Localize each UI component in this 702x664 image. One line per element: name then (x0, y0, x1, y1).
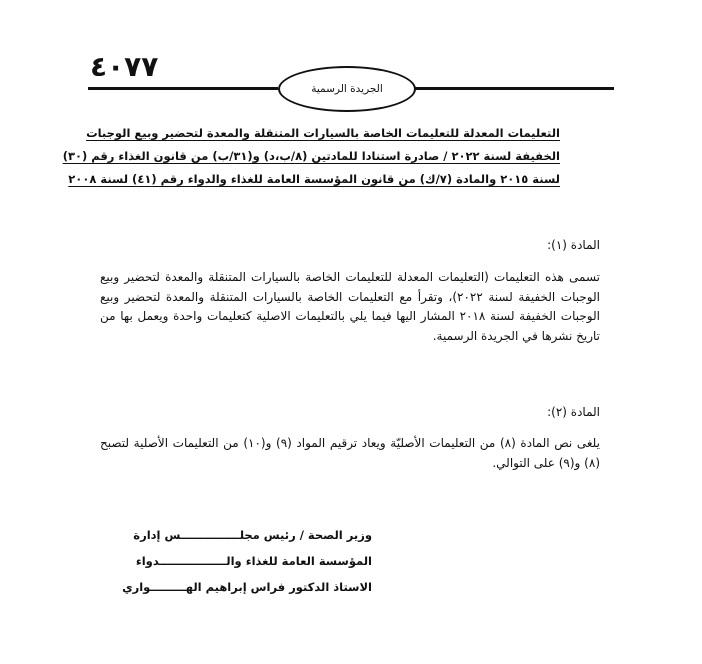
signature-line-3: الاستاذ الدكتور فراس إبراهيم الهـــــــــواري (122, 580, 372, 594)
article-1-body: تسمى هذه التعليمات (التعليمات المعدلة للتعليمات الخاصة بالسيارات المتنقلة والمعدة لتحضير وبيع الوجبات الخفيفة لسنة ٢٠٢٢)، وتقرأ مع التعليمات الخاصة بالسيارات المتنقلة والمعدة لتحضير وبيع الوجبات الخفيفة لسنة ٢٠١٨ المشار اليها فيما يلي بالتعليمات الاصلية كتعليمات واحدة ويعمل بها من تاريخ نشرها في الجريدة الرسمية. (100, 270, 600, 343)
article-1-heading: المادة (١): (547, 238, 600, 252)
article-2-body: يلغى نص المادة (٨) من التعليمات الأصليّة ويعاد ترقيم المواد (٩) و(١٠) من التعليمات الأصلية لتصبح (٨) و(٩) على التوالي. (100, 436, 600, 470)
title-line-3: لسنة ٢٠١٥ والمادة (٧/ك) من قانون المؤسسة العامة للغذاء والدواء رقم (٤١) لسنة ٢٠٠٨ (68, 172, 560, 186)
gazette-name-oval (278, 66, 416, 112)
header-rule-left (88, 87, 278, 90)
gazette-name: الجريدة الرسمية (311, 83, 383, 95)
title-line-2: الخفيفة لسنة ٢٠٢٢ / صادرة استنادا للمادتين (٨/ب،د) و(٣١/ب) من قانون الغذاء رقم (٣٠) (62, 149, 560, 163)
signature-line-2: المؤسسة العامة للغذاء والـــــــــــــــــدواء (135, 554, 372, 568)
signature-block (122, 522, 372, 600)
article-2-heading: المادة (٢): (547, 405, 600, 419)
page-number: ٤٠٧٧ (90, 50, 159, 83)
signature-line-1: وزير الصحة / رئيس مجلـــــــــــــــس إدارة (133, 528, 372, 542)
document-title (62, 122, 560, 191)
header-rule-right (412, 87, 614, 90)
title-line-1: التعليمات المعدلة للتعليمات الخاصة بالسيارات المتنقلة والمعدة لتحضير وبيع الوجبات (86, 126, 560, 140)
